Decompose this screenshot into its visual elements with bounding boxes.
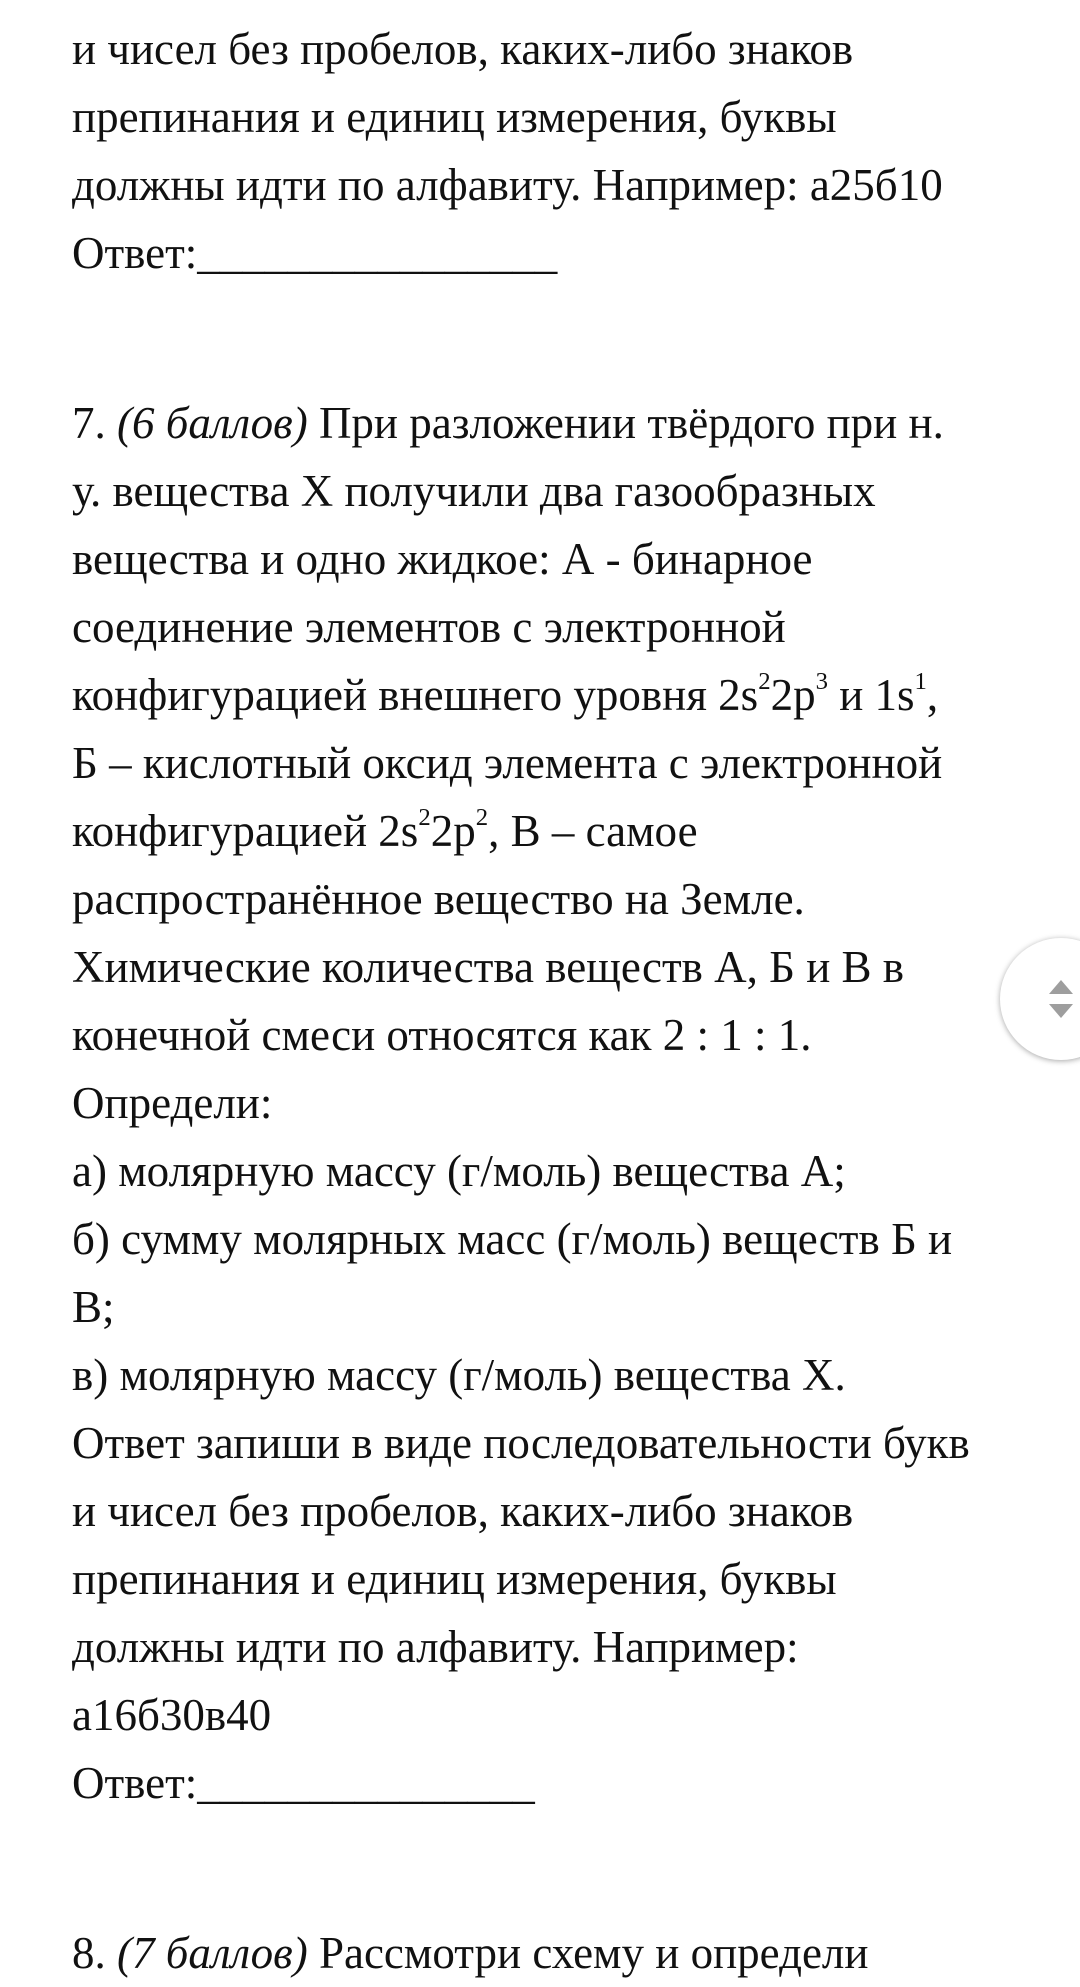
config-text: конфигурацией внешнего уровня 2s [72,670,759,720]
config-text: , [926,670,939,720]
config-text: и 1s [827,670,915,720]
text-line: конечной смеси относятся как 2 : 1 : 1. [72,1010,812,1060]
electron-config-line [72,797,1032,865]
answer-blank: _______________ [197,1758,535,1808]
text-line: В; [72,1282,115,1332]
text-line: препинания и единиц измерения, буквы [72,92,837,142]
question-points: (7 баллов) [117,1928,308,1978]
electron-config-line [72,661,1032,729]
question-7 [72,389,1032,1817]
config-text: 2p [770,670,816,720]
superscript: 3 [815,667,828,695]
question-heading [72,1919,1032,1987]
config-text: , В – самое [488,806,698,856]
text-line: должны идти по алфавиту. Например: [72,1622,799,1672]
question-heading [72,389,1032,457]
text-line: Б – кислотный оксид элемента с электронной [72,738,943,788]
superscript: 1 [914,667,927,695]
text-line: и чисел без пробелов, каких-либо знаков [72,24,854,74]
text-line: соединение элементов с электронной [72,602,786,652]
question-text: При разложении твёрдого при н. [318,398,944,448]
question-number: 7. [72,398,106,448]
config-text: 2p [430,806,476,856]
answer-label: Ответ: [72,1758,198,1808]
text-line: б) сумму молярных масс (г/моль) веществ Б и [72,1214,953,1264]
text-line: вещества и одно жидкое: А - бинарное [72,534,813,584]
paragraph-gap [72,287,1032,389]
text-line: распространённое вещество на Земле. [72,874,805,924]
text-line: Химические количества веществ А, Б и В в [72,942,905,992]
question-points: (6 баллов) [117,398,308,448]
question-number: 8. [72,1928,106,1978]
config-text: конфигурацией 2s [72,806,419,856]
text-line: и чисел без пробелов, каких-либо знаков [72,1486,854,1536]
text-line: у. вещества X получили два газообразных [72,466,876,516]
text-line: Ответ запиши в виде последовательности букв [72,1418,970,1468]
superscript: 2 [475,803,489,831]
superscript: 2 [418,803,431,831]
text-line: Определи: [72,1078,273,1128]
previous-question-tail [72,15,1032,287]
text-line: препинания и единиц измерения, буквы [72,1554,837,1604]
answer-blank: ________________ [197,228,558,278]
paragraph-gap [72,1817,1032,1919]
superscript: 2 [758,667,771,695]
answer-line [72,219,1032,287]
up-down-arrows-icon [1040,978,1080,1020]
text-line: а) молярную массу (г/моль) вещества А; [72,1146,846,1196]
question-text: Рассмотри схему и определи [318,1928,869,1978]
text-line: должны идти по алфавиту. Например: а25б10 [72,160,943,210]
answer-label: Ответ: [72,228,198,278]
question-8 [72,1919,1032,1987]
answer-line [72,1749,1032,1817]
text-line: в) молярную массу (г/моль) вещества X. [72,1350,846,1400]
text-line: а16б30в40 [72,1690,272,1740]
clipped-top-line [72,0,1032,15]
document-body [72,0,1032,1987]
